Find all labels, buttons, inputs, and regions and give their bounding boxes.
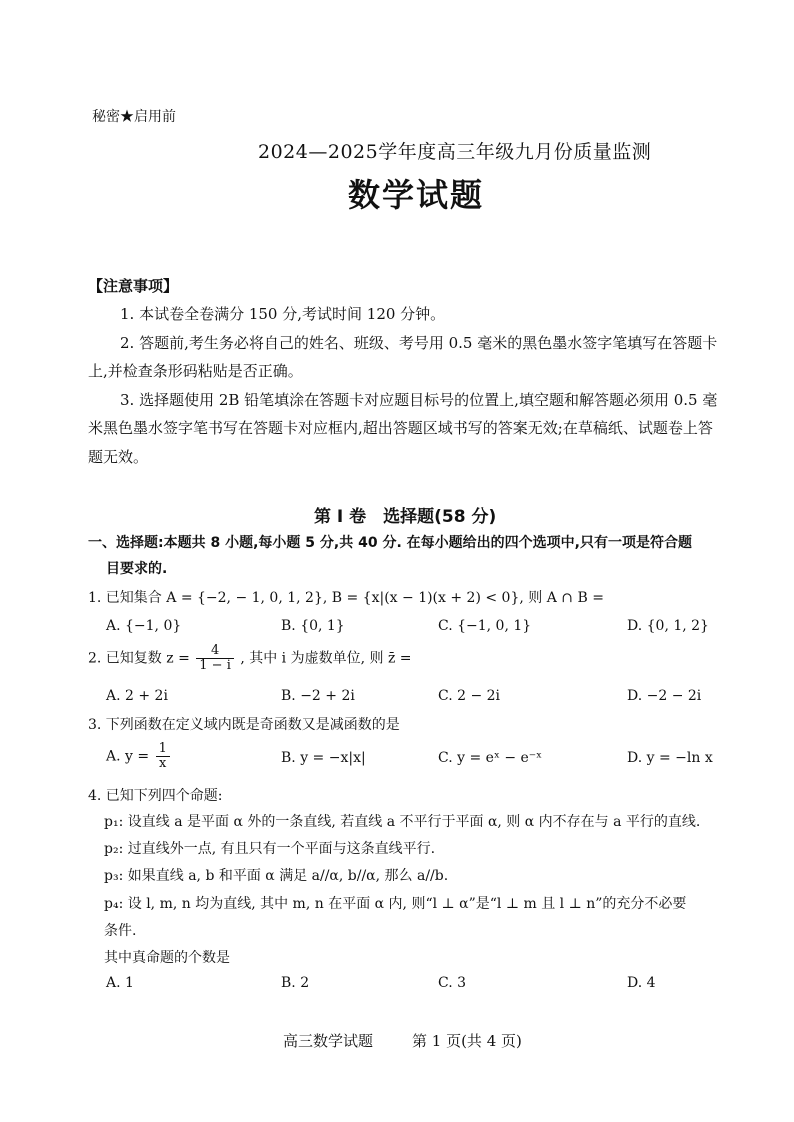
- q4-question: 其中真命题的个数是: [104, 950, 230, 966]
- q3-option-a-numerator: 1: [156, 742, 170, 757]
- notice-item-3-line-1: 3. 选择题使用 2B 铅笔填涂在答题卡对应题目标号的位置上,填空题和解答题必须用 0.5 毫: [120, 391, 718, 409]
- q2-fraction: [196, 644, 234, 673]
- notice-heading: 【注意事项】: [88, 277, 179, 295]
- q2-stem: [88, 644, 412, 673]
- q2-fraction-numerator: 4: [196, 644, 234, 659]
- q2-option-c: C. 2 − 2i: [438, 688, 501, 704]
- confidential-mark: 秘密★启用前: [92, 109, 176, 125]
- q1-option-b: B. {0, 1}: [281, 618, 345, 634]
- q4-proposition-p4-line-2: 条件.: [104, 923, 137, 939]
- q4-stem: 4. 已知下列四个命题:: [88, 788, 223, 804]
- q1-stem: 1. 已知集合 A = {−2, − 1, 0, 1, 2}, B = {x|(x − 1)(x + 2) < 0}, 则 A ∩ B =: [88, 590, 604, 606]
- q4-proposition-p1: p₁: 设直线 a 是平面 α 外的一条直线, 若直线 a 不平行于平面 α, 则 α 内不存在与 a 平行的直线.: [104, 814, 701, 830]
- q2-stem-prefix: 2. 已知复数 z =: [88, 650, 190, 667]
- q2-option-d: D. −2 − 2i: [627, 688, 702, 704]
- notice-item-3-line-3: 题无效。: [88, 448, 149, 466]
- q2-stem-suffix: , 其中 i 为虚数单位, 则 z̄ =: [240, 650, 412, 667]
- q1-option-a: A. {−1, 0}: [106, 618, 182, 634]
- exam-period-title: 2024—2025学年度高三年级九月份质量监测: [258, 141, 652, 163]
- q4-proposition-p3: p₃: 如果直线 a, b 和平面 α 满足 a//α, b//α, 那么 a//b.: [104, 868, 449, 884]
- q2-option-b: B. −2 + 2i: [281, 688, 355, 704]
- notice-item-2-line-2: 上,并检查条形码粘贴是否正确。: [88, 362, 303, 380]
- q3-option-d: D. y = −ln x: [627, 750, 713, 766]
- q1-option-d: D. {0, 1, 2}: [627, 618, 709, 634]
- page-title: 数学试题: [348, 176, 485, 214]
- notice-item-3-line-2: 米黑色墨水签字笔书写在答题卡对应框内,超出答题区域书写的答案无效;在草稿纸、试题卷上答: [88, 419, 713, 437]
- footer-page-number: 第 1 页(共 4 页): [412, 1032, 522, 1050]
- q4-proposition-p2: p₂: 过直线外一点, 有且只有一个平面与这条直线平行.: [104, 841, 436, 857]
- q3-option-a: [106, 742, 172, 771]
- q4-option-b: B. 2: [281, 975, 310, 991]
- q1-option-c: C. {−1, 0, 1}: [438, 618, 532, 634]
- footer-subject: 高三数学试题: [283, 1032, 374, 1050]
- q2-option-a: A. 2 + 2i: [106, 688, 168, 704]
- section-title: 第 Ⅰ 卷 选择题(58 分): [314, 507, 497, 527]
- q3-stem: 3. 下列函数在定义域内既是奇函数又是减函数的是: [88, 717, 400, 733]
- q2-fraction-denominator: 1 − i: [199, 658, 231, 673]
- section-intro-line-1: 一、选择题:本题共 8 小题,每小题 5 分,共 40 分. 在每小题给出的四个选项中,只有一项是符合题: [88, 535, 692, 551]
- q3-option-b: B. y = −x|x|: [281, 750, 366, 766]
- q4-option-a: A. 1: [106, 975, 134, 991]
- q3-option-a-fraction: [156, 742, 170, 771]
- q3-option-a-prefix: A. y =: [106, 748, 150, 765]
- q4-option-d: D. 4: [627, 975, 656, 991]
- q3-option-c: C. y = eˣ − e⁻ˣ: [438, 750, 543, 766]
- q4-option-c: C. 3: [438, 975, 467, 991]
- notice-item-2-line-1: 2. 答题前,考生务必将自己的姓名、班级、考号用 0.5 毫米的黑色墨水签字笔填写在答题卡: [120, 334, 718, 352]
- q4-proposition-p4-line-1: p₄: 设 l, m, n 均为直线, 其中 m, n 在平面 α 内, 则“l ⊥ α”是“l ⊥ m 且 l ⊥ n”的充分不必要: [104, 896, 687, 912]
- q3-option-a-denominator: x: [159, 756, 167, 771]
- section-intro-line-2: 目要求的.: [106, 561, 168, 577]
- notice-item-1: 1. 本试卷全卷满分 150 分,考试时间 120 分钟。: [120, 305, 446, 323]
